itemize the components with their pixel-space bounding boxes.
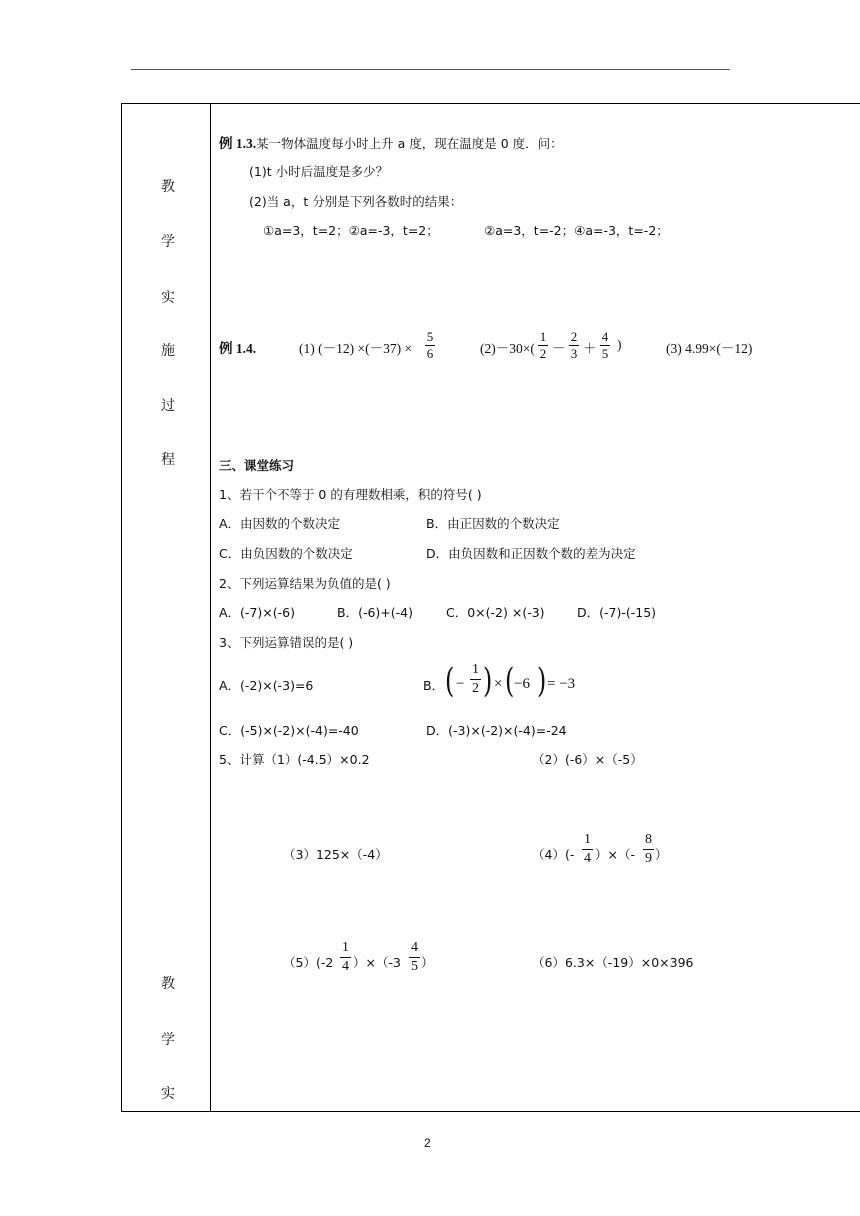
question-2-option-c: C．0×(-2) ×(-3)	[446, 605, 545, 620]
denominator: 5	[601, 346, 609, 361]
question-5-part-6: （6）6.3×（-19）×0×396	[532, 955, 694, 970]
fraction-bar	[582, 849, 593, 850]
practice-heading: 三、课堂练习	[219, 458, 295, 473]
denominator: 5	[411, 959, 418, 974]
side-label: 教	[161, 976, 175, 992]
fraction	[569, 330, 579, 361]
fraction-bar	[643, 849, 654, 850]
numerator: 1	[342, 940, 349, 955]
side-label: 实	[161, 1086, 175, 1102]
example-1-4-part1: (1) (－12) ×(－37) ×	[299, 341, 413, 356]
question-1-option-a: A．由因数的个数决定	[219, 516, 341, 531]
question-2-option-d: D．(-7)-(-15)	[577, 605, 657, 620]
numerator: 1	[539, 329, 547, 344]
result: = −3	[547, 676, 576, 692]
question-3-option-d: D．(-3)×(-2)×(-4)=-24	[426, 723, 567, 738]
numerator: 5	[426, 329, 434, 344]
inner-value: −6	[514, 676, 530, 692]
numerator: 4	[411, 940, 418, 955]
example-1-4-part2: (2)－30×(	[480, 341, 535, 356]
denominator: 9	[645, 851, 652, 866]
plus-sign: ＋	[583, 341, 597, 356]
question-5-part-4-end: ）	[655, 847, 668, 862]
question-5-part-5-mid: ）×（-3	[353, 955, 401, 970]
minus-sign: －	[552, 341, 566, 356]
fraction-bar	[340, 957, 351, 958]
denominator: 3	[570, 346, 578, 361]
header-rule	[131, 69, 730, 70]
side-label: 程	[161, 452, 175, 468]
numerator: 4	[601, 329, 609, 344]
numerator: 1	[472, 662, 479, 677]
numerator: 8	[645, 832, 652, 847]
page-number: 2	[424, 1136, 431, 1150]
question-1-option-c: C．由负因数的个数决定	[219, 546, 353, 561]
paren-open: (	[504, 661, 515, 701]
example-title: 例 1.3.	[219, 136, 257, 151]
example-1-3-cases-left: ①a=3，t=2；②a=-3，t=2；	[263, 223, 439, 238]
question-3-option-b-label: B．	[423, 678, 445, 693]
fraction-bar	[409, 957, 420, 958]
times-sign: ×	[494, 676, 503, 692]
example-1-3-q2: (2)当 a，t 分别是下列各数时的结果：	[249, 194, 463, 209]
fraction	[470, 662, 481, 697]
question-5-part-5-end: ）	[421, 955, 434, 970]
question-5-part-3: （3）125×（-4）	[283, 847, 388, 862]
denominator: 4	[584, 851, 591, 866]
example-1-3	[219, 132, 563, 152]
side-label: 学	[161, 234, 175, 250]
question-3: 3、下列运算错误的是( )	[219, 635, 354, 650]
example-1-4-title: 例 1.4.	[219, 341, 257, 356]
side-label: 教	[161, 179, 175, 195]
question-1: 1、若干个不等于 0 的有理数相乘，积的符号( )	[219, 487, 482, 502]
example-text: 某一物体温度每小时上升 a 度，现在温度是 0 度．问：	[256, 136, 563, 151]
numerator: 2	[570, 329, 578, 344]
fraction	[340, 940, 351, 975]
question-3-option-a: A．(-2)×(-3)=6	[219, 678, 314, 693]
side-label: 过	[161, 398, 175, 414]
column-divider	[210, 103, 211, 1111]
fraction	[409, 940, 420, 975]
denominator: 2	[539, 346, 547, 361]
example-1-3-q1: (1)t 小时后温度是多少？	[249, 164, 389, 179]
denominator: 4	[342, 959, 349, 974]
question-2: 2、下列运算结果为负值的是( )	[219, 576, 391, 591]
numerator: 1	[584, 832, 591, 847]
fraction	[582, 832, 593, 867]
question-5-part-4-prefix: （4）(-	[532, 847, 575, 862]
side-label: 学	[161, 1032, 175, 1048]
question-5-part-4-mid: ）×（-	[595, 847, 635, 862]
denominator: 6	[426, 346, 434, 361]
denominator: 2	[472, 681, 479, 696]
paren-close: )	[482, 661, 493, 701]
fraction-bar	[470, 679, 481, 680]
example-1-3-cases-right: ②a=3，t=-2；④a=-3，t=-2；	[484, 223, 669, 238]
question-5-part-5-prefix: （5）(-2	[283, 955, 334, 970]
close-paren: )	[617, 337, 622, 352]
paren-close: )	[536, 661, 547, 701]
paren-open: (	[444, 661, 455, 701]
example-1-4-part3: (3) 4.99×(－12)	[666, 341, 753, 356]
side-label: 实	[161, 290, 175, 306]
minus-sign: −	[456, 676, 465, 692]
fraction	[538, 330, 548, 361]
fraction	[600, 330, 610, 361]
fraction	[643, 832, 654, 867]
question-2-option-a: A．(-7)×(-6)	[219, 605, 295, 620]
question-1-option-d: D．由负因数和正因数个数的差为决定	[426, 546, 636, 561]
question-2-option-b: B．(-6)+(-4)	[337, 605, 413, 620]
question-5-part-2: （2）(-6）×（-5）	[532, 752, 643, 767]
question-5: 5、计算（1）(-4.5）×0.2	[219, 752, 370, 767]
side-label: 施	[161, 343, 175, 359]
question-1-option-b: B．由正因数的个数决定	[426, 516, 560, 531]
fraction	[425, 330, 435, 361]
question-3-option-c: C．(-5)×(-2)×(-4)=-40	[219, 723, 359, 738]
